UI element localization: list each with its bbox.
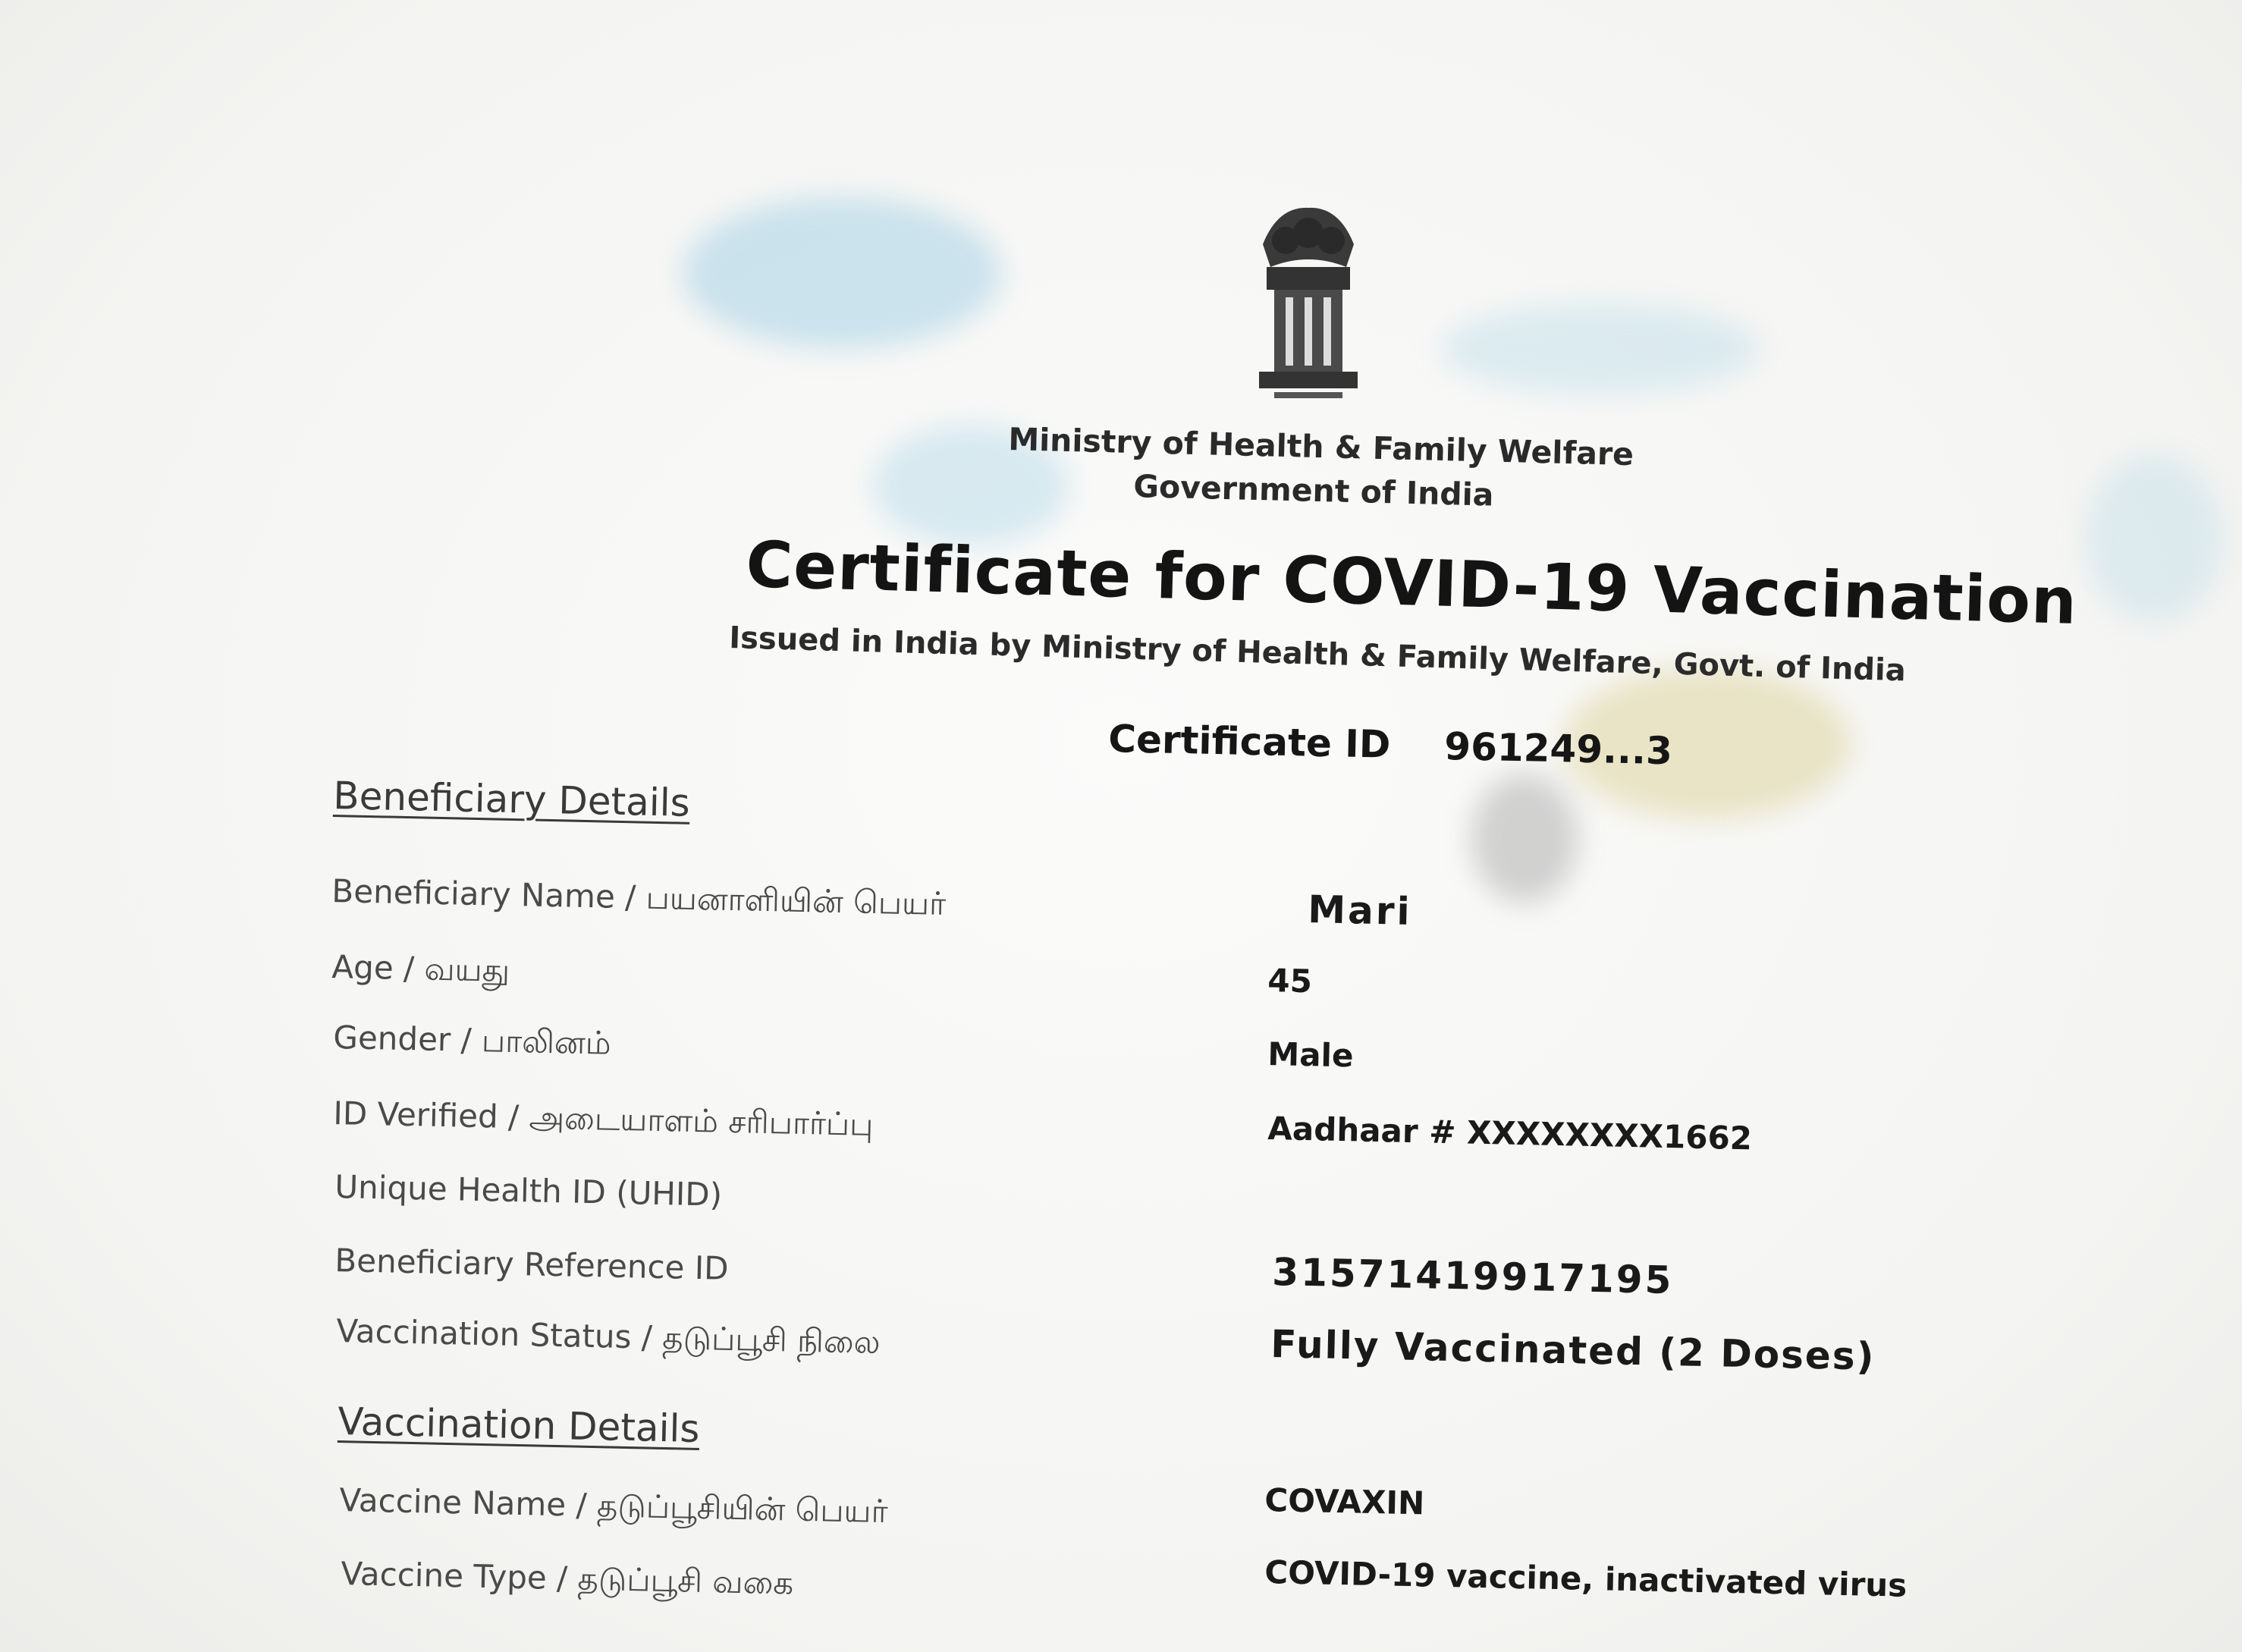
- certificate-id-value: 961249...3: [1443, 724, 1673, 774]
- issued-by-text: Issued in India by Ministry of Health & Family Welfare, Govt. of India: [728, 620, 1907, 689]
- vaccination-heading: Vaccination Details: [337, 1399, 701, 1451]
- certificate-id-label: Certificate ID: [1107, 717, 1391, 767]
- beneficiary-name-label: Beneficiary Name / பயனாளியின் பெயர்: [331, 872, 947, 922]
- vaccine-name-value: COVAXIN: [1264, 1481, 1425, 1522]
- beneficiary-reference-value: 31571419917195: [1271, 1250, 1674, 1303]
- state-emblem-icon: [1232, 199, 1384, 404]
- age-label: Age / வயது: [331, 948, 510, 989]
- vaccine-name-label: Vaccine Name / தடுப்பூசியின் பெயர்: [338, 1481, 889, 1531]
- vaccination-status-value: Fully Vaccinated (2 Doses): [1270, 1322, 1876, 1379]
- beneficiary-name-value: Mari: [1307, 887, 1413, 934]
- id-verified-label: ID Verified / அடையாளம் சரிபார்ப்பு: [332, 1095, 874, 1143]
- id-verified-value: Aadhaar # XXXXXXXX1662: [1267, 1110, 1753, 1157]
- gender-value: Male: [1267, 1035, 1355, 1075]
- certificate-title: Certificate for COVID-19 Vaccination: [745, 527, 2079, 639]
- blue-stain: [1441, 303, 1760, 394]
- blue-stain: [683, 197, 1001, 349]
- vaccine-type-label: Vaccine Type / தடுப்பூசி வகை: [340, 1555, 794, 1602]
- vaccine-type-value: COVID-19 vaccine, inactivated virus: [1264, 1553, 1908, 1604]
- ministry-name: Ministry of Health & Family Welfare: [1007, 421, 1634, 473]
- gray-smudge: [1471, 774, 1578, 903]
- blue-stain: [2086, 455, 2222, 622]
- beneficiary-reference-label: Beneficiary Reference ID: [334, 1242, 730, 1287]
- uhid-label: Unique Health ID (UHID): [334, 1168, 723, 1214]
- age-value: 45: [1267, 962, 1313, 1000]
- beneficiary-heading: Beneficiary Details: [332, 774, 691, 825]
- gender-label: Gender / பாலினம்: [332, 1019, 612, 1062]
- government-name: Government of India: [1132, 468, 1495, 514]
- vaccination-status-label: Vaccination Status / தடுப்பூசி நிலை: [335, 1312, 881, 1361]
